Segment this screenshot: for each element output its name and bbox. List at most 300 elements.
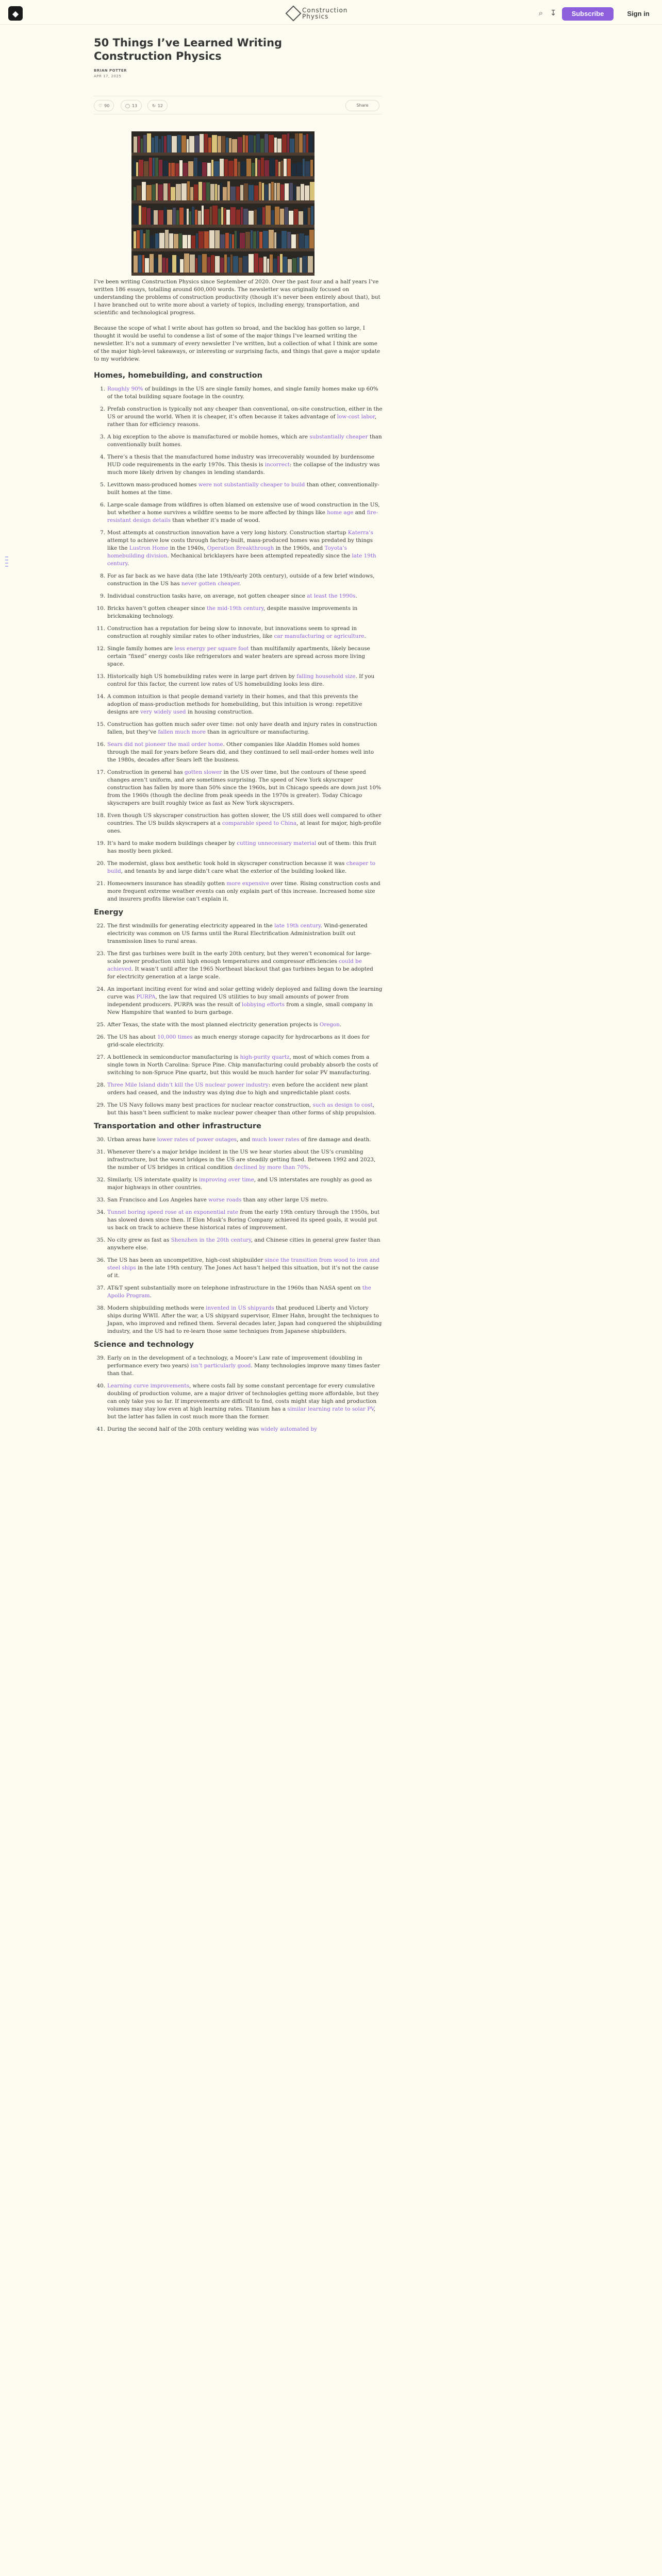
text-run: Most attempts at construction innovation have a very long history. Construction startup — [107, 530, 348, 536]
list-number: 7. — [100, 530, 105, 536]
list-number: 27. — [96, 1054, 105, 1060]
inline-link[interactable]: Tunnel boring speed rose at an exponential rate — [107, 1209, 238, 1215]
book-spine — [277, 139, 282, 152]
list-item — [94, 405, 383, 429]
text-run: out of them: this fruit has mostly been picked. — [107, 840, 376, 854]
book-spine — [253, 231, 256, 249]
list-number: 22. — [96, 923, 105, 929]
list-item — [94, 1033, 383, 1049]
book-spine — [167, 135, 171, 152]
book-spine — [243, 209, 248, 225]
list-number: 2. — [100, 406, 105, 412]
book-spine — [138, 136, 140, 152]
list-number-wrapper — [94, 741, 105, 749]
text-run: in housing construction. — [186, 709, 254, 715]
shelf-board — [131, 152, 315, 156]
inline-link[interactable]: gotten slower — [184, 769, 222, 775]
book-spine — [303, 256, 307, 273]
book-spine — [163, 161, 168, 177]
book-spine — [184, 208, 186, 225]
list-number-wrapper — [94, 385, 105, 393]
book-spine — [232, 234, 234, 249]
book-spine — [237, 231, 239, 249]
list-number-wrapper — [94, 1081, 105, 1089]
book-spine — [222, 136, 225, 152]
book-spine — [305, 235, 309, 249]
book-spine — [230, 187, 236, 200]
book-spine — [304, 208, 307, 225]
post-date: APR 17, 2025 — [94, 74, 122, 78]
restack-icon: ↻ — [152, 103, 156, 108]
list-number: 28. — [96, 1082, 105, 1088]
book-spine — [224, 159, 228, 177]
book-spine — [303, 159, 305, 177]
book-spine — [159, 160, 162, 177]
book-spine — [224, 255, 227, 273]
book-spine — [233, 256, 238, 273]
inline-link[interactable]: Sears did not pioneer the mail order home — [107, 741, 223, 748]
book-spine — [136, 162, 138, 177]
list-number-wrapper — [94, 922, 105, 930]
book-spine — [174, 234, 178, 249]
list-item — [94, 481, 383, 497]
list-number-wrapper — [94, 812, 105, 820]
text-run: After Texas, the state with the most planned electricity generation projects is — [107, 1022, 320, 1028]
book-spine — [184, 253, 189, 273]
list-number-wrapper — [94, 1284, 105, 1292]
inline-link[interactable]: the mid-19th century — [207, 605, 264, 612]
list-number: 12. — [96, 646, 105, 652]
book-spine — [150, 235, 155, 249]
book-spine — [207, 257, 210, 273]
list-number: 9. — [100, 593, 105, 599]
text-run: . — [355, 593, 357, 599]
book-spine — [211, 160, 213, 177]
book-spine — [192, 207, 194, 225]
list-number-wrapper — [94, 481, 105, 489]
comment-icon: ◯ — [125, 103, 130, 108]
book-spine — [267, 259, 269, 273]
book-spine — [171, 187, 175, 200]
text-run: . — [339, 1022, 342, 1028]
text-run: Bricks haven’t gotten cheaper since — [107, 605, 207, 612]
inline-link[interactable]: Learning curve improvements — [107, 1383, 189, 1389]
shelf-board — [131, 200, 315, 204]
inline-link[interactable]: Oregon — [319, 1022, 340, 1028]
inline-link[interactable]: PURPA — [136, 994, 156, 1000]
list-item — [94, 453, 383, 477]
logo-mark-icon — [285, 5, 301, 21]
list-item — [94, 605, 383, 620]
book-spine — [220, 234, 225, 249]
book-spine — [252, 163, 255, 177]
like-count: 90 — [104, 103, 110, 108]
book-spine — [295, 133, 299, 152]
book-spine — [150, 254, 154, 273]
book-spine — [138, 255, 142, 273]
inline-link[interactable]: Lustron Home — [129, 545, 169, 551]
book-spine — [171, 163, 175, 177]
book-spine — [277, 233, 281, 249]
book-spine — [292, 258, 296, 273]
list-number: 36. — [96, 1257, 105, 1263]
book-spine — [158, 255, 162, 273]
list-number-wrapper — [94, 1236, 105, 1244]
inline-link[interactable]: at least the 1990s — [307, 593, 356, 599]
text-run: : the collapse of the industry was much more likely driven by changes in lending standards. — [107, 462, 380, 476]
book-spine — [139, 160, 143, 177]
book-spine — [235, 231, 237, 249]
text-run: Homeowners insurance has steadily gotten — [107, 880, 227, 887]
list-number: 5. — [100, 482, 105, 488]
inline-link[interactable]: Three Mile Island didn’t kill the US nuclear power industry — [107, 1082, 269, 1088]
book-spine — [270, 255, 273, 273]
search-icon[interactable]: ⌕ — [538, 8, 543, 18]
inline-link[interactable]: less energy per square foot — [174, 646, 249, 652]
inline-link[interactable]: late 19th century — [274, 923, 321, 929]
book-spine — [176, 210, 179, 225]
list-number-wrapper — [94, 1101, 105, 1109]
book-spine — [243, 135, 245, 152]
book-spine — [261, 158, 264, 177]
inline-link[interactable]: the Apollo Program — [107, 1285, 371, 1299]
list-number-wrapper — [94, 605, 105, 613]
list-item — [94, 433, 383, 449]
list-item — [94, 572, 383, 588]
book-spine — [296, 234, 299, 249]
book-spine — [189, 211, 191, 225]
book-spine — [220, 258, 224, 273]
book-spine — [271, 182, 274, 200]
text-run: Levittown mass-produced homes — [107, 482, 198, 488]
inline-link[interactable]: lobbying efforts — [242, 1002, 285, 1008]
inline-link[interactable]: fire-resistant design details — [107, 510, 378, 523]
book-spine — [297, 257, 299, 273]
list-number: 8. — [100, 573, 105, 579]
inline-link[interactable]: since the transition from wood to iron and steel ships — [107, 1257, 380, 1271]
numbered-list — [94, 922, 383, 1117]
book-spine — [249, 254, 254, 273]
book-spine — [229, 234, 231, 249]
book-spine — [256, 134, 260, 152]
book-spine — [142, 182, 146, 200]
list-number-wrapper — [94, 625, 105, 633]
article-body — [94, 278, 383, 1438]
section-heading: Transportation and other infrastructure — [94, 1122, 261, 1130]
inline-link[interactable]: were not substantially cheaper to build — [198, 482, 305, 488]
book-spine — [270, 158, 275, 177]
inline-link[interactable]: more expensive — [226, 880, 270, 887]
list-number-wrapper — [94, 1304, 105, 1312]
book-spine — [164, 136, 167, 152]
site-logo[interactable] — [288, 6, 347, 21]
text-run: Construction has gotten much safer over time: not only have death and injury rates in construction fallen, but they’ve — [107, 721, 377, 735]
book-spine — [134, 137, 137, 152]
text-run: in the 1960s, and — [274, 545, 325, 551]
restack-button[interactable] — [147, 100, 168, 111]
book-spine — [206, 182, 210, 200]
inline-link[interactable]: late 19th century — [107, 553, 376, 567]
inline-link[interactable]: never gotten cheaper — [181, 581, 239, 587]
book-spine — [278, 162, 280, 177]
inline-link[interactable]: declined by more than 70% — [234, 1164, 309, 1171]
inline-link[interactable]: cutting unnecessary material — [237, 840, 317, 846]
book-spine — [240, 233, 245, 249]
inline-link[interactable]: similar learning rate to solar PV — [287, 1406, 374, 1412]
text-run: than other, conventionally-built homes at the time. — [107, 482, 379, 496]
list-number-wrapper — [94, 860, 105, 868]
text-run: . Many technologies improve many times faster than that. — [107, 1363, 380, 1377]
text-run: Whenever there’s a major bridge incident in the US we hear stories about the US’s crumbling infrastructure, but the worst bridges in the US are steadily getting fixed. Between 1992 and 2023, the number of US bridges in critical condition — [107, 1149, 376, 1171]
book-spine — [188, 161, 193, 177]
inline-link[interactable]: fallen much more — [158, 729, 206, 735]
book-spine — [238, 137, 242, 152]
book-spine — [155, 136, 158, 152]
book-spine — [187, 181, 190, 200]
list-number-wrapper — [94, 986, 105, 993]
list-number-wrapper — [94, 769, 105, 776]
book-spine — [281, 161, 283, 177]
list-number: 11. — [96, 625, 105, 632]
book-spine — [309, 230, 314, 249]
book-spine — [277, 256, 279, 273]
book-spine — [212, 206, 218, 225]
list-item — [94, 860, 383, 875]
book-spine — [179, 233, 182, 249]
text-run: There’s a thesis that the manufactured home industry was irrecoverably wounded by burdensome HUD code requirements in the early 1970s. This thesis is — [107, 454, 375, 468]
text-run: than any other large US metro. — [241, 1197, 328, 1203]
inline-link[interactable]: lower rates of power outages — [157, 1137, 237, 1143]
book-spine — [177, 135, 181, 152]
book-spine — [230, 207, 236, 225]
book-spine — [227, 257, 230, 273]
author-name[interactable]: BRIAN POTTER — [94, 69, 127, 73]
inline-link[interactable]: Shenzhen in the 20th century — [171, 1237, 251, 1243]
book-spine — [264, 184, 268, 200]
book-spine — [305, 185, 309, 200]
bookshelf-hero-image[interactable] — [131, 131, 315, 276]
list-item — [94, 1209, 383, 1232]
list-item — [94, 385, 383, 401]
book-spine — [176, 184, 181, 200]
book-spine — [230, 255, 233, 273]
list-number: 4. — [100, 454, 105, 460]
book-spine — [287, 232, 291, 249]
book-spine — [288, 259, 292, 273]
sign-in-button[interactable]: Sign in — [627, 10, 650, 18]
book-spine — [257, 208, 262, 225]
book-spine — [263, 231, 268, 249]
list-number-wrapper — [94, 501, 105, 509]
list-item — [94, 950, 383, 981]
subscribe-button[interactable]: Subscribe — [562, 7, 614, 21]
list-item — [94, 1236, 383, 1252]
book-spine — [159, 139, 161, 152]
book-spine — [144, 161, 148, 177]
book-spine — [172, 136, 177, 152]
inline-link[interactable]: much lower rates — [252, 1137, 300, 1143]
book-spine — [275, 207, 279, 225]
text-run: . Wind-generated electricity was common on US farms until the Rural Electrification Administration built out transmission lines to rural areas. — [107, 923, 368, 944]
text-run: from the early 19th century through the 1950s, but has slowed down since then. If Elon Musk’s Boring Company achieved its speed goals, it would put us back on track to achieve these historical rates of improvement. — [107, 1209, 380, 1231]
inline-link[interactable]: Operation Breakthrough — [207, 545, 274, 551]
book-spine — [158, 210, 163, 225]
book-spine — [241, 161, 246, 177]
book-spine — [285, 183, 289, 200]
book-spine — [152, 184, 155, 200]
text-run: that produced Liberty and Victory ships during WWII. After the war, a US shipyard supervisor, Elmer Hahn, brought the techniques to Japan, who improved and refined them. Several decades later, Japan had conquered the shipbuilding industry, and the US had to re-learn those same techniques from Japanese shipbuilders. — [107, 1305, 382, 1334]
inline-link[interactable]: such as design to cost — [312, 1102, 373, 1108]
section-heading: Homes, homebuilding, and construction — [94, 371, 262, 380]
inline-link[interactable]: 10,000 times — [157, 1034, 193, 1040]
book-spine — [187, 209, 189, 225]
book-spine — [294, 209, 298, 225]
book-spine — [142, 207, 146, 225]
text-run: Modern shipbuilding methods were — [107, 1305, 206, 1311]
book-spine — [244, 183, 248, 200]
book-spine — [262, 183, 264, 200]
book-spine — [162, 258, 166, 273]
share-button[interactable]: Share — [345, 100, 379, 111]
list-item — [94, 1354, 383, 1378]
book-spine — [134, 256, 138, 273]
book-spine — [218, 136, 221, 152]
inline-link[interactable]: incorrect — [264, 462, 290, 468]
list-number: 13. — [96, 673, 105, 680]
book-spine — [183, 235, 187, 249]
text-run: Large-scale damage from wildfires is often blamed on extensive use of wood construction in the US, but whether a home survives a wildfire seems to be more affected by things like — [107, 502, 380, 516]
text-run: , where costs fall by some constant percentage for every cumulative doubling of production volume, are a major driver of technologies getting more affordable, but they can only take you so far. If improvements are difficult to find, costs might stay high and production volumes may stay low even at high learning rates. Titanium has a — [107, 1383, 379, 1412]
comment-count: 13 — [131, 103, 138, 108]
list-item — [94, 812, 383, 835]
shelf-board — [131, 273, 315, 276]
inline-link[interactable]: Toyota’s homebuilding division — [107, 545, 347, 559]
list-item — [94, 693, 383, 716]
inline-link[interactable]: worse roads — [208, 1197, 242, 1203]
app-download-icon[interactable]: ↧ — [550, 8, 557, 18]
book-spine — [306, 134, 308, 152]
list-number: 20. — [96, 860, 105, 867]
book-spine — [305, 161, 310, 177]
book-spine — [198, 255, 202, 273]
inline-link[interactable]: car manufacturing or agriculture — [274, 633, 365, 639]
book-spine — [198, 182, 202, 200]
book-spine — [173, 208, 176, 225]
list-item — [94, 645, 383, 668]
text-run: The US has about — [107, 1034, 158, 1040]
inline-link[interactable]: Roughly 90% — [107, 386, 143, 392]
list-number-wrapper — [94, 405, 105, 413]
book-spine — [236, 187, 240, 200]
inline-link[interactable]: Katerra’s — [347, 530, 373, 536]
book-spine — [195, 135, 199, 152]
inline-link[interactable]: low-cost labor — [337, 414, 375, 420]
list-number: 32. — [96, 1177, 105, 1183]
like-button[interactable] — [94, 100, 114, 111]
book-spine — [310, 182, 315, 200]
logo-text-block — [302, 7, 347, 20]
book-spine — [198, 161, 202, 177]
inline-link[interactable]: falling household size — [296, 673, 356, 680]
list-number: 26. — [96, 1034, 105, 1040]
text-run: in the late 19th century. The Jones Act hasn’t helped this situation, but it’s not the cause of it. — [107, 1265, 379, 1279]
book-spine — [274, 232, 276, 249]
site-home-icon[interactable]: ◆ — [8, 6, 23, 21]
book-spine — [280, 184, 284, 200]
book-spine — [202, 162, 207, 177]
list-number-wrapper — [94, 1176, 105, 1184]
list-number-wrapper — [94, 1382, 105, 1390]
inline-link[interactable]: home age — [327, 510, 354, 516]
list-number-wrapper — [94, 721, 105, 728]
inline-link[interactable]: substantially cheaper — [309, 434, 368, 440]
text-run: For as far back as we have data (the late 19th/early 20th century), outside of a few brief windows, construction in the US has — [107, 573, 375, 587]
inline-link[interactable]: comparable speed to China — [222, 820, 297, 826]
book-spine — [285, 207, 288, 225]
inline-link[interactable]: could be achieved — [107, 958, 362, 972]
inline-link[interactable]: invented in US shipyards — [206, 1305, 274, 1311]
book-spine — [169, 258, 172, 273]
book-spine — [269, 230, 274, 249]
inline-link[interactable]: cheaper to build — [107, 860, 375, 874]
text-run: No city grew as fast as — [107, 1237, 171, 1243]
post-header — [94, 36, 383, 79]
text-run: of fire damage and death. — [299, 1137, 371, 1143]
section-heading: Energy — [94, 908, 124, 917]
list-item — [94, 741, 383, 764]
text-run: Urban areas have — [107, 1137, 157, 1143]
text-run: , and — [237, 1137, 252, 1143]
text-run: , but the latter has fallen in cost much more than the former. — [107, 1406, 376, 1420]
list-number: 17. — [96, 769, 105, 775]
book-spine — [142, 255, 144, 273]
book-spine — [296, 187, 300, 200]
book-spine — [299, 233, 304, 249]
book-spine — [140, 230, 143, 249]
book-spine — [299, 211, 303, 225]
list-item — [94, 922, 383, 945]
text-run: A big exception to the above is manufactured or mobile homes, which are — [107, 434, 310, 440]
book-spine — [289, 211, 293, 225]
list-number: 35. — [96, 1237, 105, 1243]
intro-paragraph — [94, 278, 383, 317]
book-spine — [280, 209, 284, 225]
book-spine — [202, 254, 207, 273]
text-run: and — [353, 510, 367, 516]
book-spine — [151, 210, 153, 225]
toc-line — [5, 563, 8, 564]
list-item — [94, 721, 383, 736]
inline-link[interactable]: improving over time — [198, 1177, 254, 1183]
book-spine — [152, 138, 154, 152]
comment-button[interactable] — [121, 100, 142, 111]
text-run: Construction in general has — [107, 769, 185, 775]
inline-link[interactable]: very widely used — [140, 709, 186, 715]
list-item — [94, 1304, 383, 1335]
inline-link[interactable]: widely automated by — [260, 1426, 318, 1432]
table-of-contents-toggle[interactable] — [5, 556, 9, 569]
book-spine — [198, 211, 201, 225]
text-run: attempt to achieve low costs through factory-built, mass-produced homes was predated by things like the — [107, 537, 373, 551]
text-run: . If you control for this factor, the current low rates of US homebuilding looks less dire. — [107, 673, 375, 687]
book-spine — [161, 136, 163, 152]
inline-link[interactable]: isn’t particularly good — [190, 1363, 251, 1369]
book-spine — [277, 183, 280, 200]
inline-link[interactable]: high-purity quartz — [240, 1054, 290, 1060]
text-run: than conventionally built homes. — [107, 434, 382, 448]
book-spine — [280, 254, 283, 273]
list-item — [94, 1021, 383, 1029]
